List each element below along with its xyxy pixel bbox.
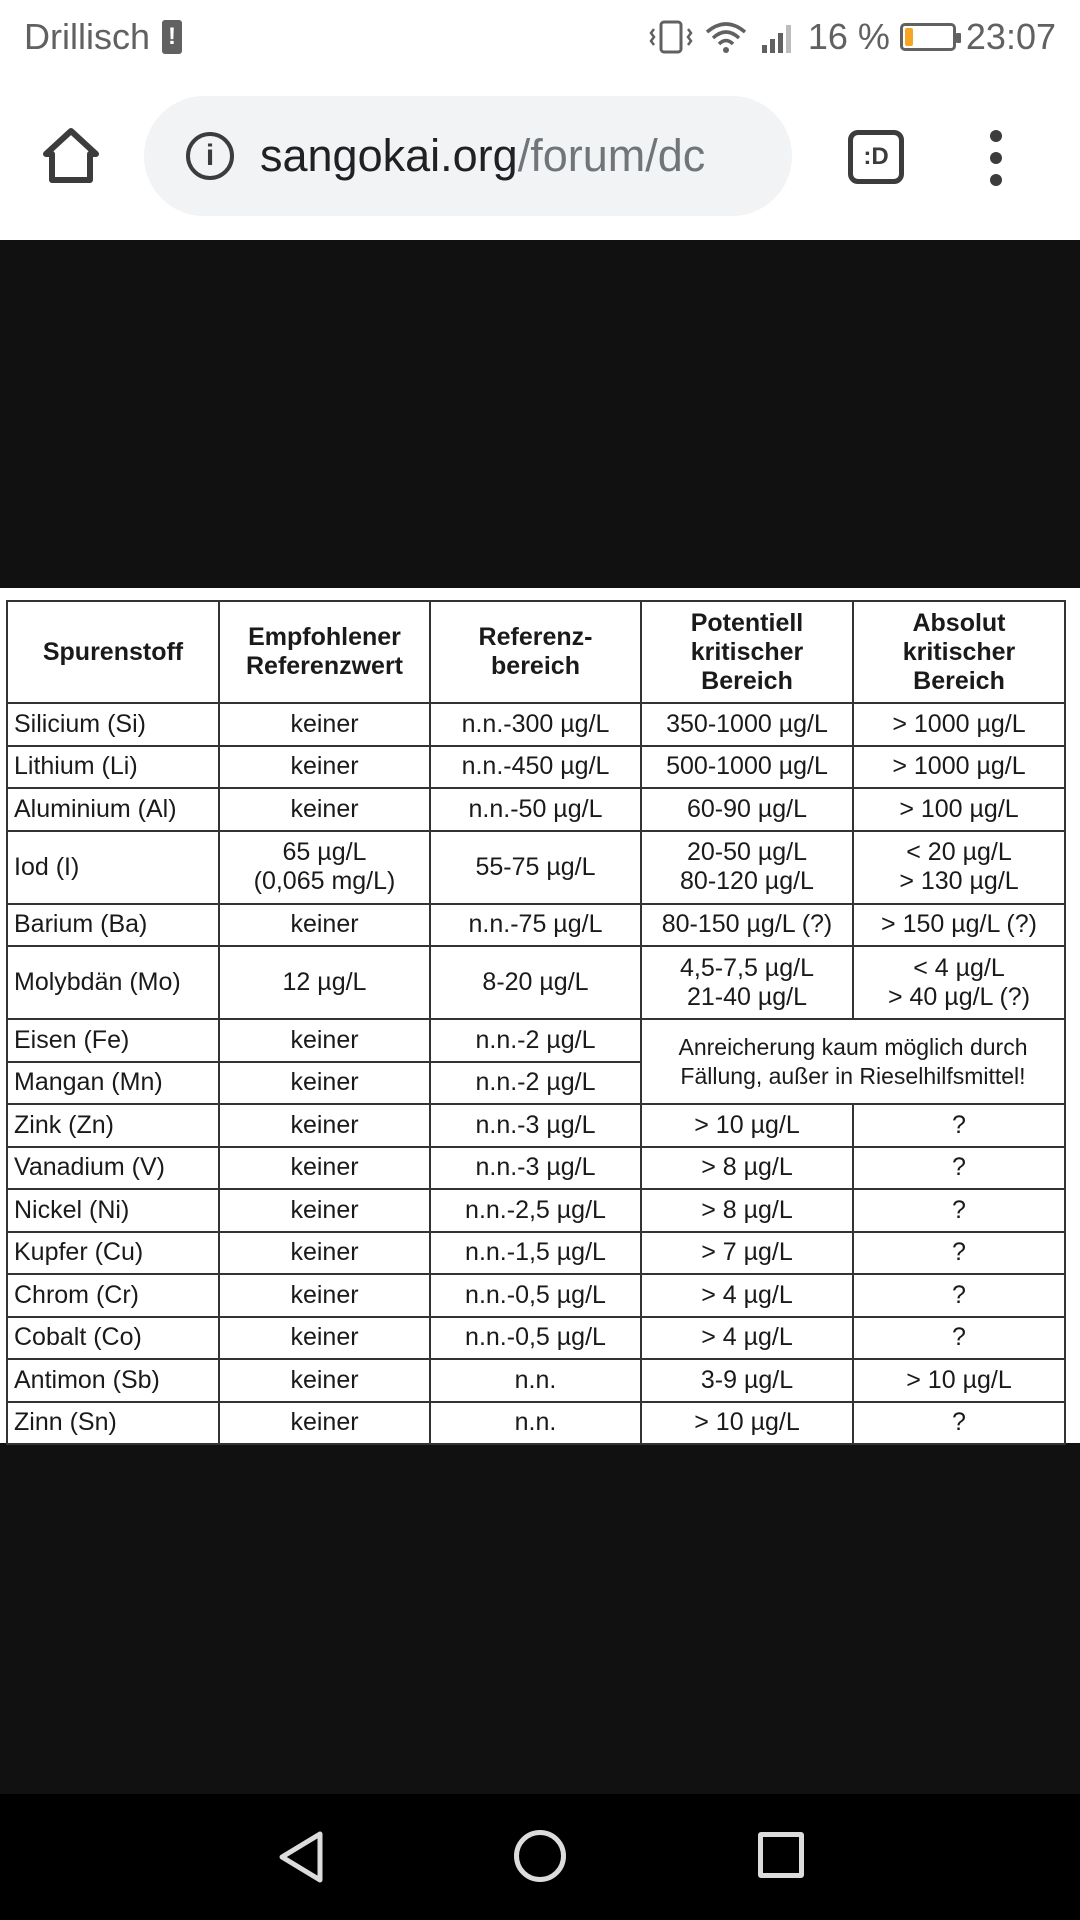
potential-critical-cell-line: > 10 µg/L [694,1110,800,1139]
reference-range-cell-line: n.n.-2 µg/L [475,1068,596,1097]
reference-range-cell [430,1019,641,1062]
reference-value-cell [219,1359,430,1402]
element-name-cell: Mangan (Mn) [7,1062,219,1105]
reference-value-cell [219,1317,430,1360]
absolute-critical-cell-line: ? [952,1195,966,1224]
absolute-critical-cell-line: > 40 µg/L (?) [887,982,1031,1011]
table-row [7,1359,1065,1402]
home-button[interactable] [38,126,104,186]
reference-value-cell [219,1062,430,1105]
element-name-cell: Zinn (Sn) [7,1402,219,1445]
reference-value-cell [219,1104,430,1147]
potential-critical-cell-line: > 4 µg/L [701,1323,793,1352]
home-circle-icon[interactable] [514,1830,566,1882]
column-header-line: Referenzwert [246,652,403,680]
absolute-critical-cell [853,1232,1065,1275]
reference-value-cell [219,788,430,831]
reference-range-cell-line: n.n.-0,5 µg/L [465,1280,606,1309]
recents-square-icon[interactable] [758,1832,804,1878]
element-name-cell: Aluminium (Al) [7,788,219,831]
reference-range-cell-line: 8-20 µg/L [482,968,589,996]
table-row [7,703,1065,746]
table-row [7,831,1065,904]
table-row [7,746,1065,789]
absolute-critical-cell [853,1189,1065,1232]
potential-critical-cell-line: 4,5-7,5 µg/L [680,953,814,982]
element-name-cell: Kupfer (Cu) [7,1232,219,1275]
table-row [7,1019,1065,1062]
reference-range-cell-line: n.n.-2 µg/L [475,1025,596,1054]
absolute-critical-cell [853,1274,1065,1317]
column-header-line: Bereich [701,666,793,695]
wifi-icon [704,19,748,55]
reference-range-cell [430,788,641,831]
reference-range-cell [430,746,641,789]
potential-critical-cell [641,1359,853,1402]
absolute-critical-cell-line: > 1000 µg/L [892,709,1026,738]
reference-range-cell [430,1104,641,1147]
reference-range-cell-line: n.n.-1,5 µg/L [465,1238,606,1267]
potential-critical-cell-line: > 4 µg/L [701,1280,793,1309]
potential-critical-cell-line: 350-1000 µg/L [666,709,828,738]
absolute-critical-cell [853,946,1065,1019]
column-header [641,601,853,703]
clock: 23:07 [965,16,1056,57]
reference-range-cell-line: n.n.-300 µg/L [461,709,610,738]
reference-range-cell [430,1189,641,1232]
element-name-cell: Zink (Zn) [7,1104,219,1147]
reference-value-cell [219,1274,430,1317]
battery-alert-icon: ! [162,20,182,54]
potential-critical-cell [641,1402,853,1445]
note-cell-line: Fällung, außer in Rieselhilfsmittel! [680,1062,1026,1089]
reference-range-cell-line: n.n.-0,5 µg/L [465,1323,606,1352]
vibrate-icon [648,19,694,55]
reference-range-cell-line: n.n. [514,1408,557,1437]
table-row [7,788,1065,831]
reference-value-cell-line: keiner [290,1153,359,1182]
potential-critical-cell [641,946,853,1019]
potential-critical-cell [641,831,853,904]
reference-value-cell [219,1147,430,1190]
column-header [219,601,430,703]
absolute-critical-cell-line: < 20 µg/L [906,838,1012,866]
home-icon [38,126,104,186]
browser-toolbar [0,74,1080,240]
table-row [7,1317,1065,1360]
element-name-cell: Vanadium (V) [7,1147,219,1190]
potential-critical-cell [641,703,853,746]
potential-critical-cell-line: 20-50 µg/L [686,838,808,866]
column-header-line: Bereich [913,666,1005,695]
reference-range-cell [430,1062,641,1105]
address-bar[interactable] [144,96,792,216]
table-row [7,1274,1065,1317]
reference-value-cell-line: keiner [290,1280,359,1309]
reference-value-cell [219,831,430,904]
potential-critical-cell [641,1147,853,1190]
reference-range-cell [430,946,641,1019]
reference-value-cell-line: 12 µg/L [282,968,367,996]
reference-value-cell-line: (0,065 mg/L) [253,867,396,895]
reference-value-cell [219,703,430,746]
trace-element-table [6,600,1066,1445]
reference-value-cell [219,1189,430,1232]
potential-critical-cell-line: 80-150 µg/L (?) [661,910,833,939]
column-header-line: bereich [491,652,580,680]
absolute-critical-cell-line: ? [952,1153,966,1182]
reference-value-cell-line: keiner [290,752,359,781]
absolute-critical-cell-line: ? [952,1323,966,1352]
reference-range-cell-line: n.n.-450 µg/L [461,752,610,781]
column-header [853,601,1065,703]
reference-range-cell [430,1402,641,1445]
column-header-line: Absolut [912,608,1006,637]
reference-range-cell-line: n.n.-3 µg/L [475,1153,596,1182]
reference-value-cell-line: keiner [290,1323,359,1352]
reference-value-cell [219,946,430,1019]
reference-value-cell [219,746,430,789]
potential-critical-cell-line: > 8 µg/L [701,1195,793,1224]
reference-range-cell [430,831,641,904]
navigation-bar [0,1794,1080,1920]
potential-critical-cell [641,746,853,789]
reference-range-cell-line: n.n.-75 µg/L [468,910,603,939]
element-name-cell: Antimon (Sb) [7,1359,219,1402]
reference-value-cell-line: keiner [290,794,359,823]
reference-value-cell-line: keiner [290,1195,359,1224]
battery-fill [905,28,913,46]
reference-value-cell-line: keiner [290,709,359,738]
overflow-menu-icon[interactable] [980,130,1012,186]
reference-range-cell [430,703,641,746]
reference-value-cell [219,904,430,947]
absolute-critical-cell [853,831,1065,904]
potential-critical-cell-line: 3-9 µg/L [700,1365,794,1394]
element-name-cell: Eisen (Fe) [7,1019,219,1062]
table-row [7,946,1065,1019]
battery-percent: 16 % [807,16,890,57]
absolute-critical-cell-line: ? [952,1408,966,1437]
signal-icon [758,19,798,55]
url-host: sangokai.org [260,130,518,181]
potential-critical-cell [641,1232,853,1275]
absolute-critical-cell [853,788,1065,831]
absolute-critical-cell-line: > 100 µg/L [899,794,1019,823]
potential-critical-cell [641,1317,853,1360]
reference-value-cell [219,1232,430,1275]
reference-range-cell [430,1147,641,1190]
absolute-critical-cell-line: < 4 µg/L [913,953,1005,982]
absolute-critical-cell [853,1104,1065,1147]
reference-range-cell-line: n.n. [514,1365,557,1394]
reference-range-cell-line: n.n.-50 µg/L [468,794,603,823]
reference-value-cell-line: 65 µg/L [282,838,367,866]
absolute-critical-cell-line: ? [952,1110,966,1139]
battery-icon [900,23,956,51]
column-header-line: Potentiell [690,608,804,637]
absolute-critical-cell [853,746,1065,789]
absolute-critical-cell [853,904,1065,947]
status-bar [0,0,1080,74]
table-row [7,1189,1065,1232]
potential-critical-cell-line: 21-40 µg/L [686,982,808,1011]
absolute-critical-cell-line: > 1000 µg/L [892,752,1026,781]
potential-critical-cell [641,1189,853,1232]
url-path: /forum/dc [517,130,706,181]
table-row [7,904,1065,947]
carrier-name: Drillisch [24,16,150,57]
reference-value-cell-line: keiner [290,1025,359,1054]
reference-value-cell-line: keiner [290,1238,359,1267]
element-name-cell: Nickel (Ni) [7,1189,219,1232]
note-cell [641,1019,1065,1104]
absolute-critical-cell-line: > 130 µg/L [899,867,1019,895]
reference-value-cell [219,1402,430,1445]
absolute-critical-cell [853,1147,1065,1190]
reference-range-cell-line: n.n.-3 µg/L [475,1110,596,1139]
element-name-cell: Molybdän (Mo) [7,946,219,1019]
reference-range-cell [430,1317,641,1360]
element-name-cell: Cobalt (Co) [7,1317,219,1360]
column-header-line: Empfohlener [248,623,401,651]
reference-range-cell-line: 55-75 µg/L [475,852,596,881]
element-name-cell: Chrom (Cr) [7,1274,219,1317]
reference-value-cell-line: keiner [290,1068,359,1097]
potential-critical-cell [641,1274,853,1317]
trace-element-table-image [0,588,1080,1443]
table-header-row [7,601,1065,703]
element-name-cell: Silicium (Si) [7,703,219,746]
potential-critical-cell-line: > 8 µg/L [701,1153,793,1182]
absolute-critical-cell-line: ? [952,1238,966,1267]
reference-range-cell [430,1359,641,1402]
table-row [7,1104,1065,1147]
column-header [7,601,219,703]
potential-critical-cell-line: > 7 µg/L [701,1238,793,1267]
absolute-critical-cell-line: > 10 µg/L [906,1365,1012,1394]
absolute-critical-cell [853,703,1065,746]
reference-value-cell-line: keiner [290,1408,359,1437]
column-header [430,601,641,703]
url-text[interactable] [260,130,705,182]
note-cell-line: Anreicherung kaum möglich durch [678,1033,1028,1060]
column-header-line: kritischer [902,637,1016,666]
column-header-line: Spurenstoff [42,637,184,666]
potential-critical-cell-line: 60-90 µg/L [686,794,808,823]
table-row [7,1232,1065,1275]
reference-range-cell [430,1232,641,1275]
absolute-critical-cell [853,1317,1065,1360]
element-name-cell: Barium (Ba) [7,904,219,947]
potential-critical-cell-line: 500-1000 µg/L [666,752,828,781]
table-row [7,1402,1065,1445]
potential-critical-cell-line: 80-120 µg/L [680,867,814,895]
reference-value-cell-line: keiner [290,1365,359,1394]
reference-value-cell-line: keiner [290,1110,359,1139]
absolute-critical-cell [853,1359,1065,1402]
column-header-line: Referenz- [478,623,593,651]
potential-critical-cell [641,1104,853,1147]
absolute-critical-cell [853,1402,1065,1445]
column-header-line: kritischer [690,637,804,666]
absolute-critical-cell-line: ? [952,1280,966,1309]
reference-value-cell-line: keiner [290,910,359,939]
back-icon[interactable] [276,1830,326,1884]
potential-critical-cell [641,904,853,947]
info-icon[interactable]: i [186,132,234,180]
element-name-cell: Lithium (Li) [7,746,219,789]
tab-switcher-button[interactable]: :D [848,130,904,184]
potential-critical-cell-line: > 10 µg/L [694,1408,800,1437]
page-content [0,240,1080,1794]
potential-critical-cell [641,788,853,831]
absolute-critical-cell-line: > 150 µg/L (?) [881,910,1037,939]
reference-range-cell-line: n.n.-2,5 µg/L [465,1195,606,1224]
reference-value-cell [219,1019,430,1062]
table-row [7,1147,1065,1190]
reference-range-cell [430,1274,641,1317]
reference-range-cell [430,904,641,947]
element-name-cell: Iod (I) [7,831,219,904]
